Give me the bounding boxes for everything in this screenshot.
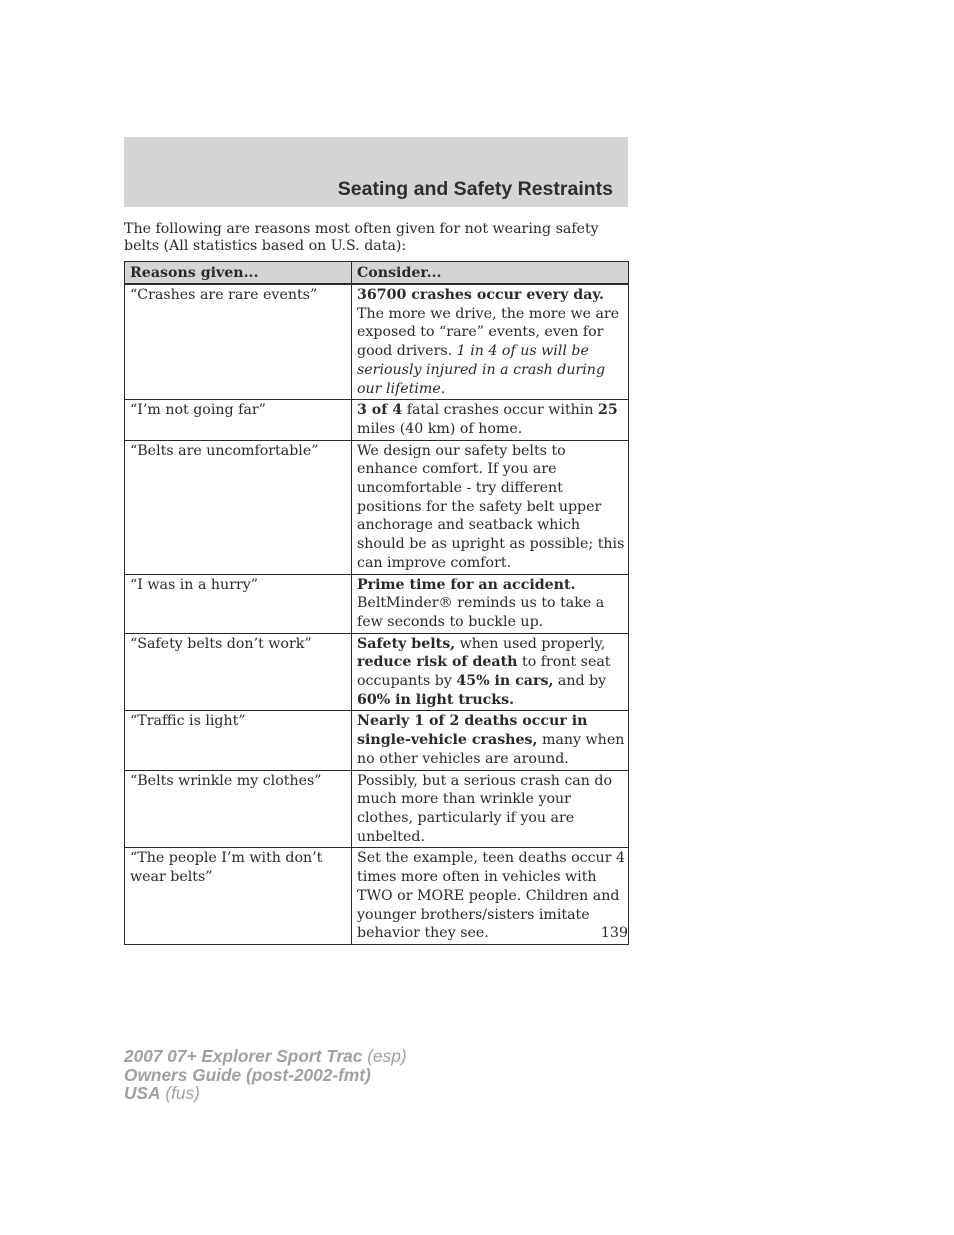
consider-cell	[352, 633, 629, 711]
consider-cell	[352, 711, 629, 770]
consider-cell	[352, 574, 629, 633]
emphasis-bold: 36700 crashes occur every day.	[357, 287, 604, 303]
text-segment: Possibly, but a serious crash can do much more than wrinkle your clothes, particularly if you are unbelted.	[357, 772, 613, 845]
emphasis-bold: Prime time for an accident.	[357, 576, 576, 593]
footer-model: 2007 07+ Explorer Sport Trac	[124, 1046, 363, 1066]
emphasis-bold: Nearly 1 of 2 deaths occur in single-vehicle crashes,	[357, 713, 588, 749]
table-row	[125, 848, 629, 945]
footer-model-code: (esp)	[367, 1046, 407, 1066]
table-row	[125, 633, 629, 711]
table-row	[125, 440, 629, 574]
section-header-band	[124, 137, 628, 207]
footer-line-region	[124, 1084, 407, 1103]
emphasis-bold: 25	[598, 402, 618, 419]
footer-region: USA	[124, 1083, 161, 1103]
reason-cell: “The people I’m with don’t wear belts”	[125, 848, 352, 945]
text-segment: when used properly,	[455, 635, 606, 652]
table-row	[125, 574, 629, 633]
page-number: 139	[600, 925, 628, 941]
consider-cell	[352, 400, 629, 440]
text-segment: many when no other vehicles are around.	[357, 732, 625, 767]
consider-cell	[352, 440, 629, 574]
emphasis-bold: Safety belts,	[357, 635, 456, 652]
footer-line-guide	[124, 1066, 407, 1085]
consider-cell	[352, 848, 629, 945]
text-segment: The more we drive, the more we are exposed to “rare” events, even for good drivers.	[357, 305, 620, 360]
column-header-consider: Consider...	[352, 262, 629, 285]
reason-cell: “Safety belts don’t work”	[125, 633, 352, 711]
column-header-reasons: Reasons given...	[125, 262, 352, 285]
text-segment: BeltMinder® reminds us to take a few seconds to buckle up.	[357, 595, 605, 630]
reason-cell: “Belts are uncomfortable”	[125, 440, 352, 574]
emphasis-bold: 3 of 4	[357, 402, 403, 419]
reason-cell: “I’m not going far”	[125, 400, 352, 440]
emphasis-bold: reduce risk of death	[357, 654, 518, 671]
consider-cell	[352, 770, 629, 848]
table-row	[125, 770, 629, 848]
footer-guide: Owners Guide (post-2002-fmt)	[124, 1064, 371, 1085]
section-title: Seating and Safety Restraints	[337, 178, 613, 200]
footer-line-model	[124, 1047, 407, 1066]
safety-belt-reasons-table	[124, 261, 629, 945]
text-segment: miles (40 km) of home.	[357, 420, 523, 437]
document-footer	[124, 1047, 407, 1103]
emphasis-bold: 60% in light trucks.	[357, 691, 515, 708]
reason-cell: “Belts wrinkle my clothes”	[125, 770, 352, 848]
table-header-row	[125, 262, 629, 285]
table-row	[125, 711, 629, 770]
text-segment: We design our safety belts to enhance comfort. If you are uncomfortable - try different positions for the safety belt upper anchorage and seatback which should be as upright as possible; this can improve comfort.	[357, 442, 625, 571]
emphasis-italic: 1 in 4 of us will be seriously injured in a crash during our lifetime.	[357, 343, 606, 397]
table-row	[125, 284, 629, 400]
text-segment: Set the example, teen deaths occur 4 times more often in vehicles with TWO or MORE people. Children and younger brothers/sisters imitate behavior they see.	[357, 850, 626, 942]
reason-cell: “Traffic is light”	[125, 711, 352, 770]
text-segment: fatal crashes occur within	[402, 402, 598, 419]
reason-cell: “Crashes are rare events”	[125, 284, 352, 400]
consider-cell	[352, 284, 629, 400]
emphasis-bold: 45% in cars,	[456, 673, 554, 690]
table-row	[125, 400, 629, 440]
text-segment: and by	[553, 673, 607, 690]
intro-paragraph: The following are reasons most often given for not wearing safety belts (All statistics based on U.S. data):	[124, 221, 599, 254]
reason-cell: “I was in a hurry”	[125, 574, 352, 633]
text-segment: to front seat occupants by	[357, 654, 611, 690]
footer-region-code: (fus)	[165, 1083, 200, 1103]
